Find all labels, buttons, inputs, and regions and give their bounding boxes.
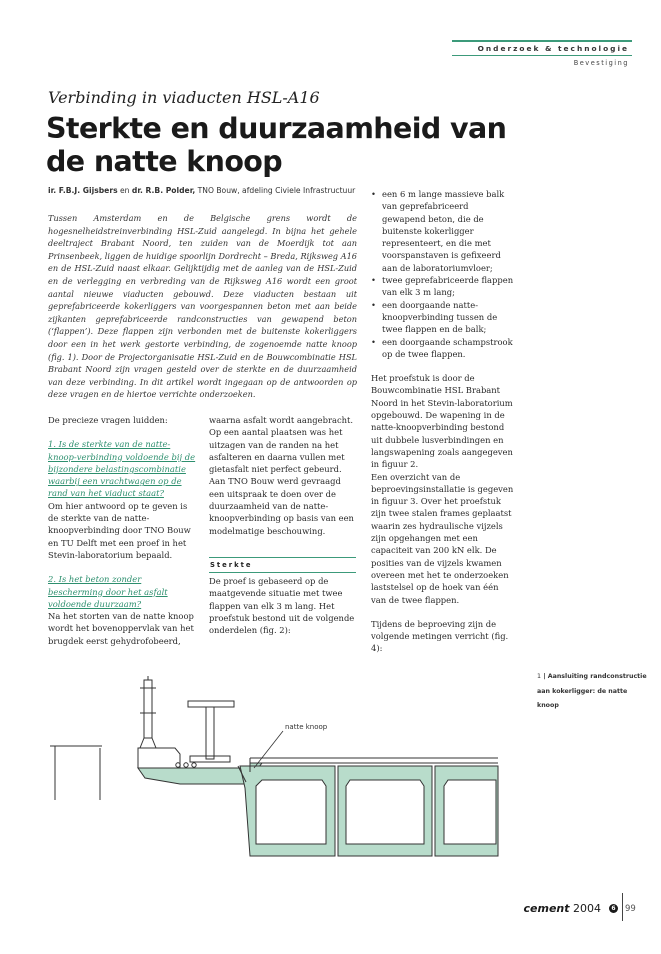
header-rule-top <box>452 40 632 42</box>
answer-2: Na het storten van de natte knoop wordt het bovenoppervlak van het brugdek eerst gehydrofobeerd, <box>48 611 194 646</box>
list-item: • een doorgaande natte-knoopverbinding tussen de twee flappen en de balk; <box>371 299 514 336</box>
caption-number: 1 <box>537 673 542 680</box>
figure-cross-section <box>40 668 505 858</box>
magazine-name: cement <box>523 902 570 915</box>
list-item: • een doorgaande schampstrook op de twee flappen. <box>371 336 514 361</box>
subhead-rule-top <box>209 557 356 558</box>
col3-paragraph-2: Een overzicht van de beproevingsinstallatie is gegeven in figuur 3. Over het proefstuk zijn twee stalen frames geplaatst waarin zes hydraulische vijzels zijn opgehangen met een capaciteit van 200 kN elk. De posities van de vijzels kwamen overeen met het te onderzoeken laststelsel op de hoek van één van de twee flappen. <box>371 471 514 605</box>
col3-paragraph-3: Tijdens de beproeving zijn de volgende metingen verricht (fig. 4): <box>371 618 509 654</box>
question-2: 2. Is het beton zonder bescherming door het asfalt voldoende duurzaam? <box>48 574 168 609</box>
subhead-rule-bottom <box>209 572 356 573</box>
component-list <box>371 188 514 360</box>
col1-paragraph: De precieze vragen luidden: <box>48 415 168 425</box>
col2-paragraph-2: De proef is gebaseerd op de maatgevende situatie met twee flappen van elk 3 m lang. Het proefstuk bestond uit de volgende onderdelen (fig. 2): <box>209 576 355 636</box>
column-2 <box>209 414 357 537</box>
figure-caption: 1 | Aansluiting randconstructie aan kokerligger: de natte knoop <box>537 673 647 709</box>
list-item: • een 6 m lange massieve balk van geprefabriceerd gewapend beton, die de buitenste kokerligger representeert, en die met voorspanstaven is gefixeerd aan de laboratoriumvloer; <box>371 188 514 274</box>
author-1: ir. F.B.J. Gijsbers <box>48 186 118 195</box>
byline-conj: en <box>117 186 132 195</box>
page-number: 99 <box>625 904 636 914</box>
subhead-sterkte: Sterkte <box>210 561 253 569</box>
footer-divider <box>622 893 623 921</box>
article-kicker: Verbinding in viaducten HSL-A16 <box>48 88 320 107</box>
footer-magazine <box>524 902 602 915</box>
question-1: 1. Is de sterkte van de natte-knoop-verbinding voldoende bij de bijzondere belastingscombinatie waarbij een vrachtwagen op de rand van het viaduct staat? <box>48 439 196 499</box>
caption-text: Aansluiting randconstructie aan kokerligger: de natte knoop <box>537 673 647 709</box>
issue-logo-icon: 6 <box>609 904 618 913</box>
list-item: • twee geprefabriceerde flappen van elk 3 m lang; <box>371 274 514 299</box>
railing-post <box>144 680 152 738</box>
magazine-year: 2004 <box>573 902 601 915</box>
col3-paragraph-1: Het proefstuk is door de Bouwcombinatie HSL Brabant Noord in het Stevin-laboratorium opgebouwd. De wapening in de natte-knoopverbinding bestond uit dubbele lusverbindingen en langswapening zoals aangegeven in figuur 2. <box>371 373 513 470</box>
answer-1: Om hier antwoord op te geven is de sterkte van de natte-knoopverbinding door TNO Bouw en TU Delft met een proef in het Stevin-laboratorium bepaald. <box>48 500 191 560</box>
column-2-lower <box>209 575 357 636</box>
subsection-label: Bevestiging <box>573 59 629 67</box>
column-3 <box>371 188 514 655</box>
header-rule-mid <box>452 55 632 56</box>
intro-paragraph: Tussen Amsterdam en de Belgische grens wordt de hogesnelheidstreinverbinding HSL-Zuid aangelegd. In bijna het gehele deeltraject Brabant Noord, ten zuiden van de Moerdijk tot aan Prinsenbeek, liggen de huidige spoorlijn Dordrecht – Breda, Rijksweg A16 en de HSL-Zuid naast elkaar. Gelijktijdig met de aanleg van de HSL-Zuid en de verlegging en verbreding van de Rijksweg A16 wordt een groot aantal nieuwe viaducten gebouwd. Deze viaducten bestaan uit geprefabriceerde kokerliggers van voorgespannen beton met aan beide zijkanten geprefabriceerde randconstructies van gewapend beton (‘flappen’). Deze flappen zijn verbonden met de buitenste kokerliggers door een in het werk gestorte verbinding, de zogenoemde natte knoop (fig. 1). Door de Projectorganisatie HSL-Zuid en de Bouwcombinatie HSL Brabant Noord zijn vragen gesteld over de sterkte en de duurzaamheid van deze verbinding. In dit artikel wordt ingegaan op de antwoorden op deze vragen en de hiertoe verrichte onderzoeken. <box>48 213 357 400</box>
byline <box>48 186 358 195</box>
col2-paragraph-1: waarna asfalt wordt aangebracht. Op een aantal plaatsen was het uitzagen van de randen na het asfalteren en daarna vullen met gietasfalt niet perfect gebeurd. Aan TNO Bouw werd gevraagd een uitspraak te doen over de duurzaamheid van de natte-knoopverbinding op basis van een modelmatige beschouwing. <box>209 415 354 536</box>
affiliation: TNO Bouw, afdeling Civiele Infrastructuur <box>195 186 356 195</box>
figure-label-natte-knoop: natte knoop <box>285 723 328 731</box>
author-2: dr. R.B. Polder, <box>131 186 196 195</box>
parapet <box>138 748 180 768</box>
article-title: Sterkte en duurzaamheid van de natte knoop <box>46 112 507 178</box>
section-label: Onderzoek & technologie <box>477 44 629 53</box>
column-1 <box>48 414 196 647</box>
